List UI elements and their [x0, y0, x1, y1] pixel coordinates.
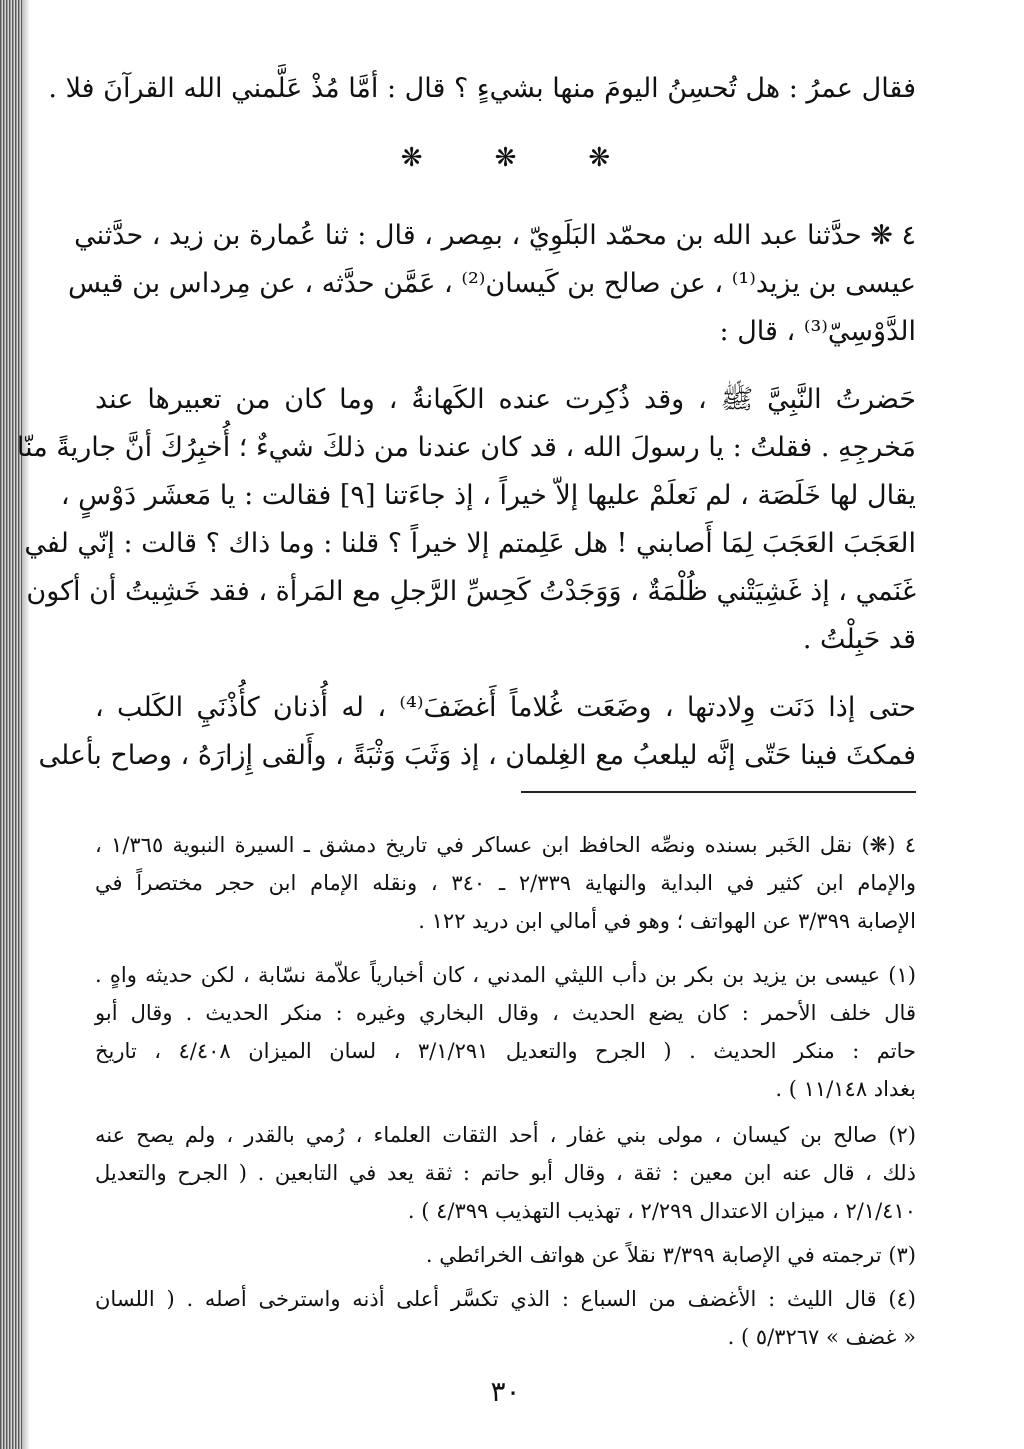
main-line-1: فقال عمرُ : هل تُحسِنُ اليومَ منها بشيءٍ ؟ قال : أمَّا مُذْ عَلَّمني الله القرآنَ فلا . — [48, 73, 916, 104]
footnote-line-1: ٤ (❋) نقل الخَبر بسنده ونصِّه الحافظ ابن عساكر في تاريخ دمشق ـ السيرة النبوية ١/٣٦٥ ، — [95, 833, 917, 857]
main-line-4: الدَّوْسِيّ⁽³⁾ ، قال : — [719, 316, 916, 347]
main-line-9: غَنَمي ، إذ غَشِيَتْني ظُلْمَةٌ ، وَوَجَدْتُ كَحِسِّ الرَّجلِ مع المَرأة ، فقد خَشِيتُ أن أكون — [26, 576, 916, 607]
main-line-5: حَضرتُ النَّبِيَّ ﷺ ، وقد ذُكِرت عنده الكَهانةُ ، وما كان من تعبيرها عند — [95, 384, 916, 415]
footnote-line-11: (٣) ترجمته في الإصابة ٣/٣٩٩ نقلاً عن هواتف الخرائطي . — [425, 1243, 916, 1267]
main-line-2: ٤ ❋ حدَّثنا عبد الله بن محمّد البَلَوِيّ ، بمِصر ، قال : ثنا عُمارة بن زيد ، حدَّثني — [74, 220, 916, 251]
main-line-12: فمكثَ فينا حَتّى إنَّه ليلعبُ مع الغِلمان ، إذ وَثَبَ وَثْبَةً ، وأَلقى إِزارَهُ ، وصاح بأعلى — [38, 740, 916, 771]
main-line-8: العَجَبَ العَجَبَ لِمَا أَصابني ! هل عَلِمتم إلا خيراً ؟ قلنا : وما ذاك ؟ قالت : إنّي لفي — [24, 528, 916, 559]
section-separator — [95, 138, 916, 178]
footnote-line-7: بغداد ١١/١٤٨ ) . — [775, 1077, 916, 1101]
separator-star-icon: ❋ — [588, 143, 611, 173]
book-page — [16, 0, 917, 1449]
separator-star-icon: ❋ — [400, 143, 423, 173]
footnote-line-10: ٢/١/٤١٠ ، ميزان الاعتدال ٢/٢٩٩ ، تهذيب التهذيب ٤/٣٩٩ ) . — [407, 1199, 916, 1223]
footnote-line-6: حاتم : منكر الحديث . ( الجرح والتعديل ٣/١/٢٩١ ، لسان الميزان ٤/٤٠٨ ، تاريخ — [95, 1039, 916, 1063]
main-line-10: قد حَبِلْتُ . — [802, 624, 916, 655]
main-line-11: حتى إذا دَنَت وِلادتها ، وضَعَت غُلاماً أَغضَفَ⁽⁴⁾ ، له أُذنان كأُذْنَيِ الكَلب ، — [95, 692, 916, 723]
footnote-line-4: (١) عيسى بن يزيد بن بكر بن دأب الليثي المدني ، كان أخبارياً علاّمة نسّابة ، لكن حديثه واهٍ . — [95, 963, 916, 987]
footnote-line-8: (٢) صالح بن كيسان ، مولى بني غفار ، أحد الثقات العلماء ، رُمي بالقدر ، ولم يصح عنه — [95, 1123, 916, 1147]
footnote-line-13: « غضف » ٥/٣٢٦٧ ) . — [727, 1325, 916, 1349]
footnote-separator-rule — [521, 791, 916, 793]
page-number: ٣٠ — [490, 1375, 521, 1408]
main-line-7: يقال لها خَلَصَة ، لم نَعلَمْ عليها إلاّ خيراً ، إذ جاءَتنا [٩] فقالت : يا مَعشَر دَوْسٍ ، — [60, 480, 916, 511]
scan-border-edge — [0, 0, 22, 1449]
footnote-line-5: قال خلف الأحمر : كان يضع الحديث ، وقال البخاري وغيره : منكر الحديث . وقال أبو — [95, 1001, 916, 1025]
main-line-6: مَخرجِهِ . فقلتُ : يا رسولَ الله ، قد كان عندنا من ذلكَ شيءٌ ؛ أُخبِرُكَ أنَّ جاريةً منّا — [16, 432, 916, 463]
separator-star-icon: ❋ — [494, 143, 517, 173]
footnote-line-9: ذلك ، قال عنه ابن معين : ثقة ، وقال أبو حاتم : ثقة يعد في التابعين . ( الجرح والتعديل — [95, 1161, 916, 1185]
footnote-line-12: (٤) قال الليث : الأغضف من السباع : الذي تكسَّر أعلى أذنه واسترخى أصله . ( اللسان — [95, 1287, 916, 1311]
main-line-3: عيسى بن يزيد⁽¹⁾ ، عن صالح بن كَيسان⁽²⁾ ، عَمَّن حدَّثه ، عن مِرداس بن قيس — [68, 268, 916, 299]
scan-border-shadow — [22, 0, 30, 1449]
footnote-line-3: الإصابة ٣/٣٩٩ عن الهواتف ؛ وهو في أمالي ابن دريد ١٢٢ . — [418, 909, 916, 933]
footnote-line-2: والإمام ابن كثير في البداية والنهاية ٢/٣٣٩ ـ ٣٤٠ ، ونقله الإمام ابن حجر مختصراً في — [95, 871, 916, 895]
